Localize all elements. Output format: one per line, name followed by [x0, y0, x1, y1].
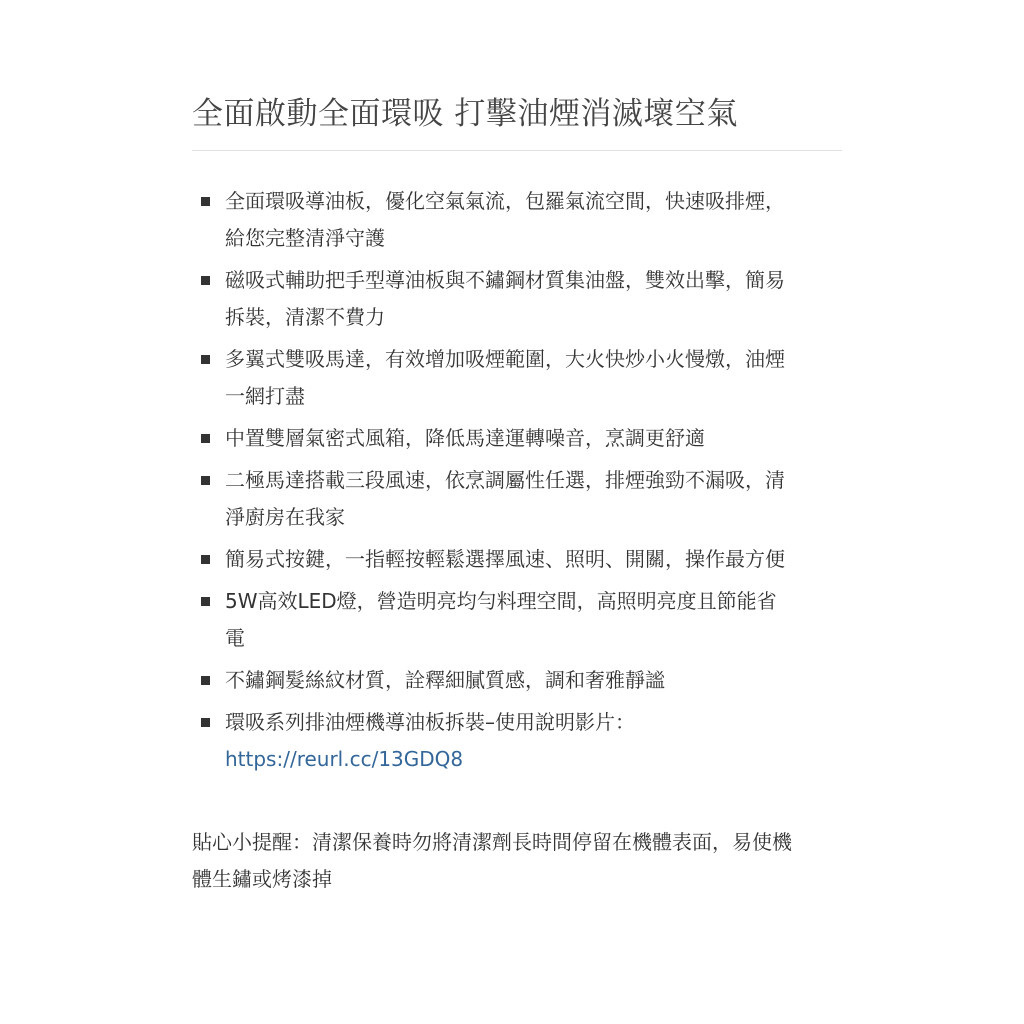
list-item — [192, 583, 792, 657]
video-item-text: 環吸系列排油煙機導油板拆裝–使用說明影片： — [225, 710, 635, 734]
square-bullet-icon — [201, 434, 210, 443]
square-bullet-icon — [201, 476, 210, 485]
list-item — [192, 462, 792, 536]
feature-text: 中置雙層氣密式風箱，降低馬達運轉噪音，烹調更舒適 — [225, 426, 705, 450]
square-bullet-icon — [201, 197, 210, 206]
video-list-item — [192, 704, 792, 778]
feature-list — [192, 183, 792, 778]
list-item — [192, 420, 792, 457]
feature-text: 簡易式按鍵，一指輕按輕鬆選擇風速、照明、開關，操作最方便 — [225, 547, 785, 571]
list-item — [192, 183, 792, 257]
square-bullet-icon — [201, 355, 210, 364]
feature-text: 多翼式雙吸馬達，有效增加吸煙範圍，大火快炒小火慢燉，油煙一網打盡 — [225, 347, 785, 408]
video-link[interactable]: https://reurl.cc/13GDQ8 — [225, 747, 464, 771]
content-column — [192, 94, 842, 898]
page-title: 全面啟動全面環吸 打擊油煙消滅壞空氣 — [192, 96, 738, 132]
feature-text: 5W高效LED燈，營造明亮均勻料理空間，高照明亮度且節能省電 — [225, 589, 777, 650]
list-item — [192, 262, 792, 336]
reminder-text: 貼心小提醒：清潔保養時勿將清潔劑長時間停留在機體表面，易使機體生鏽或烤漆掉 — [192, 830, 792, 891]
feature-text: 磁吸式輔助把手型導油板與不鏽鋼材質集油盤，雙效出擊，簡易拆裝，清潔不費力 — [225, 268, 785, 329]
feature-text: 二極馬達搭載三段風速，依烹調屬性任選，排煙強勁不漏吸，清淨廚房在我家 — [225, 468, 785, 529]
square-bullet-icon — [201, 555, 210, 564]
list-item — [192, 341, 792, 415]
list-item — [192, 541, 792, 578]
square-bullet-icon — [201, 718, 210, 727]
square-bullet-icon — [201, 597, 210, 606]
list-item — [192, 662, 792, 699]
square-bullet-icon — [201, 676, 210, 685]
title-divider — [192, 150, 842, 151]
feature-text: 全面環吸導油板，優化空氣氣流，包羅氣流空間，快速吸排煙，給您完整清淨守護 — [225, 189, 785, 250]
square-bullet-icon — [201, 276, 210, 285]
feature-text: 不鏽鋼髮絲紋材質，詮釋細膩質感，調和奢雅靜謐 — [225, 668, 665, 692]
